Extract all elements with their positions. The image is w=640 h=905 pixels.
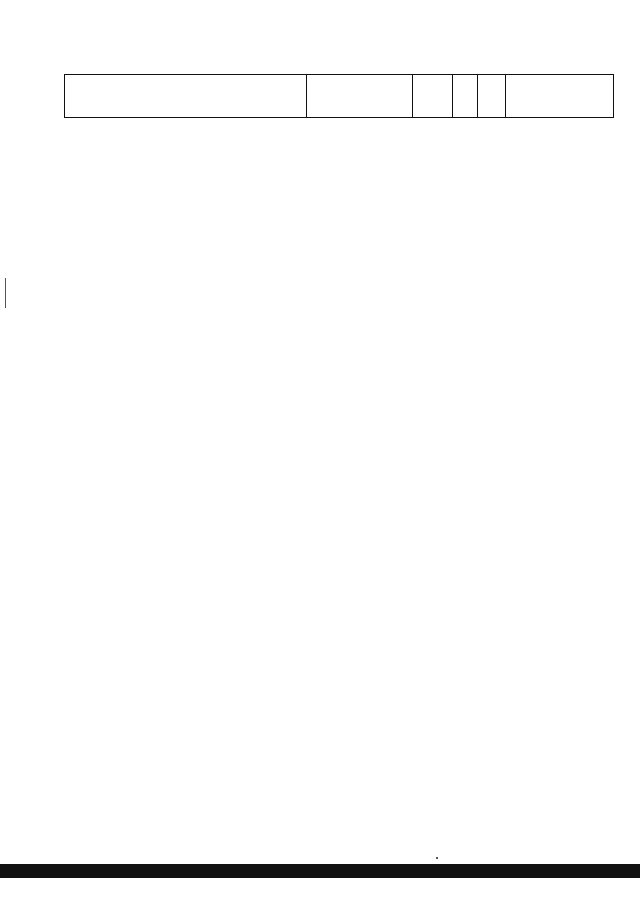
header-name: [65, 75, 306, 117]
header-vr: [413, 75, 452, 117]
header-sum: [506, 75, 613, 117]
header-rz: [453, 75, 477, 117]
scan-mark: [436, 857, 438, 859]
table-header: [64, 74, 614, 118]
header-csr: [307, 75, 412, 117]
scan-mark: [5, 278, 6, 308]
header-pr: [478, 75, 505, 117]
scan-border: [0, 864, 640, 878]
